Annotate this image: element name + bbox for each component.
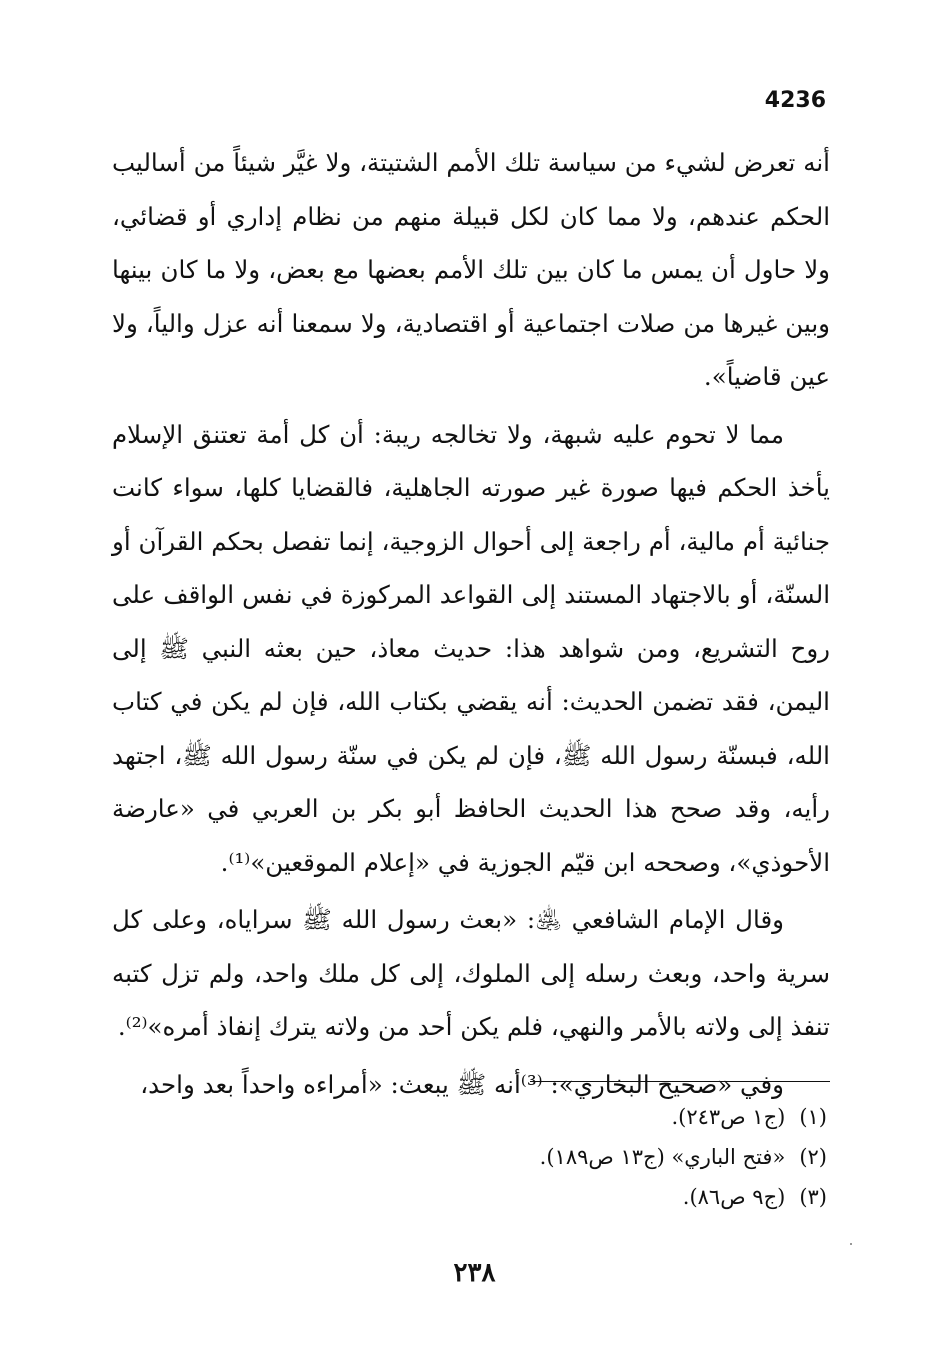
paragraph-4: وفي «صحيح البخاري»: ⁽³⁾أنه ﷺ يبعث: «أمراءه واحداً بعد واحد، [140,1069,784,1099]
footnote-3 [307,1177,827,1217]
paragraph-2: مما لا تحوم عليه شبهة، ولا تخالجه ريبة: أن كل أمة تعتنق الإسلام يأخذ الحكم فيها صورة غير صورته الجاهلية، فالقضايا كلها، سواء كانت جنائية أم مالية، أم راجعة إلى أحوال الزوجية، إنما تفصل بحكم القرآن أو السنّة، أو بالاجتهاد المستند إلى القواعد المركوزة في نفس الواقف على روح التشريع، ومن شواهد هذا: حديث معاذ، حين بعثه النبي ﷺ إلى اليمن، فقد تضمن الحديث: أنه يقضي بكتاب الله، فإن لم يكن في كتاب الله، فبسنّة رسول الله ﷺ، فإن لم يكن في سنّة رسول الله ﷺ، اجتهد رأيه، وقد صحح هذا الحديث الحافظ أبو بكر بن العربي في «عارضة الأحوذي»، وصححه ابن قيّم الجوزية في «إعلام الموقعين»⁽¹⁾. [112,419,830,877]
footnote-divider [530,1081,830,1082]
footnote-text: «فتح الباري» (ج١٣ ص١٨٩). [539,1145,786,1169]
footnotes [307,1097,827,1217]
footnote-number: (٣) [799,1185,827,1209]
footnote-1 [307,1097,827,1137]
footnote-number: (٢) [799,1145,827,1169]
main-text [112,136,830,1111]
footnote-number: (١) [799,1105,827,1129]
footnote-2 [307,1137,827,1177]
page-number: ٢٣٨ [453,1258,496,1288]
page-code: 4236 [764,88,826,113]
footnote-text: (ج٩ ص٨٦). [682,1185,786,1209]
footnote-text: (ج١ ص٢٤٣). [671,1105,786,1129]
paragraph-3: وقال الإمام الشافعي ﵁: «بعث رسول الله ﷺ سراياه، وعلى كل سرية واحد، وبعث رسله إلى الملوك، إلى كل ملك واحد، ولم تزل كتبه تنفذ إلى ولاته بالأمر والنهي، فلم يكن أحد من ولاته يترك إنفاذ أمره»⁽²⁾. [112,905,830,1041]
paragraph-1: أنه تعرض لشيء من سياسة تلك الأمم الشتيتة، ولا غيَّر شيئاً من أساليب الحكم عندهم، ولا مما كان لكل قبيلة منهم من نظام إداري أو قضائي، ولا حاول أن يمس ما كان بين تلك الأمم بعضها مع بعض، ولا ما كان بينها وبين غيرها من صلات اجتماعية أو اقتصادية، ولا سمعنا أنه عزل والياً، ولا عين قاضياً». [112,148,830,391]
scan-speck [850,1243,852,1245]
